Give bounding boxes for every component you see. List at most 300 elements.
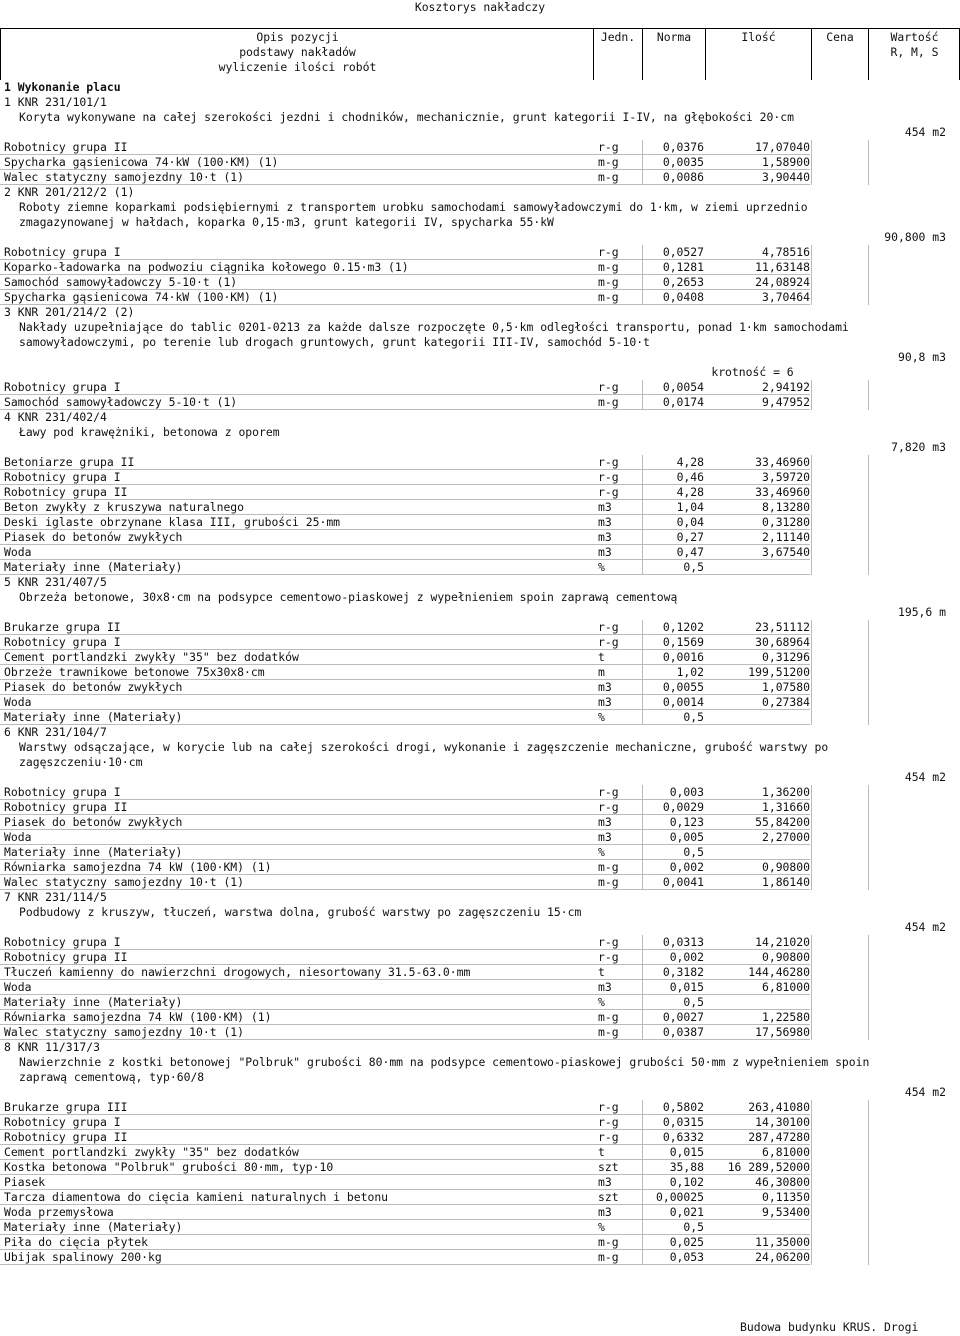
resource-unit: r-g xyxy=(598,1115,619,1129)
resource-unit: m3 xyxy=(598,530,612,544)
cell-divider xyxy=(868,710,869,725)
table-header xyxy=(0,30,960,82)
resource-row xyxy=(0,170,960,185)
resource-unit: m3 xyxy=(598,515,612,529)
cell-divider xyxy=(868,1025,869,1040)
resource-row xyxy=(0,710,960,725)
resource-name: Walec statyczny samojezdny 10·t (1) xyxy=(4,170,245,184)
resource-norm: 1,04 xyxy=(676,500,704,514)
resource-unit: m-g xyxy=(598,1025,619,1039)
resource-row xyxy=(0,695,960,710)
position-quantity-row xyxy=(0,920,960,935)
resource-name: Robotnicy grupa I xyxy=(4,380,121,394)
resource-row xyxy=(0,455,960,470)
cell-divider xyxy=(868,245,869,260)
resource-norm: 0,6332 xyxy=(662,1130,704,1144)
resource-row xyxy=(0,785,960,800)
resource-quantity: 0,27384 xyxy=(761,695,810,709)
resource-quantity: 1,22580 xyxy=(761,1010,810,1024)
resource-name: Koparko-ładowarka na podwoziu ciągnika kołowego 0.15·m3 (1) xyxy=(4,260,409,274)
resource-quantity: 3,59720 xyxy=(761,470,810,484)
position-description: Koryta wykonywane na całej szerokości jezdni i chodników, mechanicznie, grunt kategorii I-IV, na głębokości 20·cm xyxy=(19,110,794,124)
cell-divider xyxy=(811,1160,812,1175)
resource-name: Robotnicy grupa I xyxy=(4,935,121,949)
resource-unit: r-g xyxy=(598,800,619,814)
position-basis-row xyxy=(0,95,960,110)
resource-row xyxy=(0,140,960,155)
resource-name: Robotnicy grupa I xyxy=(4,1115,121,1129)
cell-divider xyxy=(868,275,869,290)
position-basis: 7 KNR 231/114/5 xyxy=(4,890,107,904)
resource-row xyxy=(0,635,960,650)
cell-divider xyxy=(868,995,869,1010)
position-basis-row xyxy=(0,305,960,320)
cell-divider xyxy=(868,290,869,305)
cell-divider xyxy=(811,785,812,800)
resource-quantity: 30,68964 xyxy=(755,635,810,649)
resource-row xyxy=(0,1130,960,1145)
resource-name: Piasek do betonów zwykłych xyxy=(4,680,183,694)
page-footer: Budowa budynku KRUS. Drogi xyxy=(740,1320,919,1334)
cell-divider xyxy=(811,1220,812,1235)
cell-divider xyxy=(811,950,812,965)
header-top-rule xyxy=(0,28,960,29)
resource-row xyxy=(0,245,960,260)
cell-divider xyxy=(811,545,812,560)
resource-norm: 0,0313 xyxy=(662,935,704,949)
resource-row xyxy=(0,380,960,395)
cell-divider xyxy=(868,1160,869,1175)
cell-divider xyxy=(811,680,812,695)
header-divider xyxy=(0,28,1,80)
resource-row xyxy=(0,260,960,275)
header-divider xyxy=(593,28,594,80)
position-quantity: 90,8 m3 xyxy=(897,350,946,364)
position-description: Ławy pod krawężniki, betonowa z oporem xyxy=(19,425,280,439)
position-description: Warstwy odsączające, w korycie lub na całej szerokości drogi, wykonanie i zagęszczenie mechaniczne, grubość warstwy po zagęszczeniu·10·cm xyxy=(19,740,829,769)
resource-unit: % xyxy=(598,845,605,859)
cell-divider xyxy=(868,1235,869,1250)
cell-divider xyxy=(811,965,812,980)
position-quantity: 454 m2 xyxy=(904,920,946,934)
resource-row xyxy=(0,935,960,950)
resource-norm: 0,2653 xyxy=(662,275,704,289)
resource-unit: % xyxy=(598,710,605,724)
resource-norm: 1,02 xyxy=(676,665,704,679)
resource-unit: m-g xyxy=(598,1250,619,1264)
resource-quantity: 0,90800 xyxy=(761,860,810,874)
resource-row xyxy=(0,800,960,815)
cell-divider xyxy=(868,1220,869,1235)
resource-quantity: 0,31296 xyxy=(761,650,810,664)
cell-divider xyxy=(868,1145,869,1160)
resource-norm: 0,1569 xyxy=(662,635,704,649)
cell-divider xyxy=(811,995,812,1010)
cell-divider xyxy=(868,635,869,650)
resource-name: Obrzeże trawnikowe betonowe 75x30x8·cm xyxy=(4,665,265,679)
position-quantity-row xyxy=(0,440,960,455)
resource-row xyxy=(0,875,960,890)
position-quantity: 90,800 m3 xyxy=(884,230,946,244)
cell-divider xyxy=(868,1115,869,1130)
resource-norm: 0,003 xyxy=(669,785,704,799)
cell-divider xyxy=(868,515,869,530)
cell-divider xyxy=(811,275,812,290)
cell-divider xyxy=(811,875,812,890)
cell-divider xyxy=(868,680,869,695)
header-jedn: Jedn. xyxy=(600,30,636,44)
resource-norm: 0,5 xyxy=(683,845,704,859)
resource-norm: 0,1281 xyxy=(662,260,704,274)
resource-norm: 0,1202 xyxy=(662,620,704,634)
resource-norm: 0,002 xyxy=(669,950,704,964)
resource-norm: 35,88 xyxy=(669,1160,704,1174)
resource-name: Kostka betonowa "Polbruk" grubości 80·mm, typ·10 xyxy=(4,1160,334,1174)
resource-norm: 0,0014 xyxy=(662,695,704,709)
cell-divider xyxy=(868,470,869,485)
resource-unit: m3 xyxy=(598,830,612,844)
cell-divider xyxy=(811,710,812,725)
cost-table-body xyxy=(0,80,960,1265)
position-basis-row xyxy=(0,1040,960,1055)
cell-divider xyxy=(811,530,812,545)
resource-name: Robotnicy grupa II xyxy=(4,950,128,964)
resource-unit: m3 xyxy=(598,545,612,559)
cell-divider xyxy=(868,485,869,500)
section-title: 1 Wykonanie placu xyxy=(4,80,121,94)
position-basis-row xyxy=(0,575,960,590)
resource-name: Materiały inne (Materiały) xyxy=(4,995,183,1009)
resource-row xyxy=(0,1160,960,1175)
cell-divider xyxy=(868,1010,869,1025)
resource-norm: 0,0315 xyxy=(662,1115,704,1129)
resource-unit: m-g xyxy=(598,155,619,169)
position-quantity-row xyxy=(0,1085,960,1100)
resource-unit: szt xyxy=(598,1160,619,1174)
resource-name: Brukarze grupa II xyxy=(4,620,121,634)
position-description-row xyxy=(0,425,960,440)
resource-norm: 0,002 xyxy=(669,860,704,874)
resource-name: Woda xyxy=(4,545,32,559)
resource-unit: r-g xyxy=(598,935,619,949)
resource-unit: r-g xyxy=(598,620,619,634)
resource-quantity: 2,11140 xyxy=(761,530,810,544)
cell-divider xyxy=(811,1250,812,1265)
resource-quantity: 2,94192 xyxy=(761,380,810,394)
cell-divider xyxy=(811,635,812,650)
resource-norm: 0,0027 xyxy=(662,1010,704,1024)
position-description-row xyxy=(0,320,960,350)
cell-divider xyxy=(868,845,869,860)
cell-divider xyxy=(811,665,812,680)
cell-divider xyxy=(811,980,812,995)
section-title-row xyxy=(0,80,960,95)
resource-quantity: 11,63148 xyxy=(755,260,810,274)
resource-unit: r-g xyxy=(598,470,619,484)
cell-divider xyxy=(868,500,869,515)
resource-unit: m-g xyxy=(598,1010,619,1024)
resource-name: Tłuczeń kamienny do nawierzchni drogowych, niesortowany 31.5-63.0·mm xyxy=(4,965,471,979)
resource-unit: t xyxy=(598,650,605,664)
resource-quantity: 24,08924 xyxy=(755,275,810,289)
position-description: Nakłady uzupełniające do tablic 0201-0213 za każde dalsze rozpoczęte 0,5·km odległości transportu, ponad 1·km samochodami samowyładowczymi, po terenie lub drogach gruntowych, grunt kategorii III-IV, samochód 5-10·t xyxy=(19,320,849,349)
resource-name: Materiały inne (Materiały) xyxy=(4,1220,183,1234)
resource-unit: m-g xyxy=(598,170,619,184)
cell-divider xyxy=(811,1205,812,1220)
resource-norm: 0,005 xyxy=(669,830,704,844)
position-quantity-row xyxy=(0,350,960,365)
resource-norm: 4,28 xyxy=(676,485,704,499)
resource-name: Woda xyxy=(4,830,32,844)
resource-row xyxy=(0,1025,960,1040)
cell-divider xyxy=(868,395,869,410)
resource-name: Piasek xyxy=(4,1175,46,1189)
resource-name: Woda przemysłowa xyxy=(4,1205,114,1219)
resource-row xyxy=(0,530,960,545)
cell-divider xyxy=(811,1025,812,1040)
resource-unit: m-g xyxy=(598,875,619,889)
resource-row xyxy=(0,1205,960,1220)
resource-row xyxy=(0,275,960,290)
header-ilosc: Ilość xyxy=(741,30,776,44)
position-description-row xyxy=(0,905,960,920)
cell-divider xyxy=(868,1250,869,1265)
cell-divider xyxy=(868,950,869,965)
resource-quantity: 6,81000 xyxy=(761,1145,810,1159)
cell-divider xyxy=(868,650,869,665)
resource-quantity: 287,47280 xyxy=(748,1130,810,1144)
resource-quantity: 3,70464 xyxy=(761,290,810,304)
resource-unit: m3 xyxy=(598,815,612,829)
resource-unit: m-g xyxy=(598,395,619,409)
resource-name: Spycharka gąsienicowa 74·kW (100·KM) (1) xyxy=(4,290,279,304)
resource-unit: t xyxy=(598,965,605,979)
cell-divider xyxy=(811,620,812,635)
resource-name: Beton zwykły z kruszywa naturalnego xyxy=(4,500,245,514)
resource-quantity: 1,31660 xyxy=(761,800,810,814)
position-basis: 6 KNR 231/104/7 xyxy=(4,725,107,739)
position-basis: 4 KNR 231/402/4 xyxy=(4,410,107,424)
resource-name: Robotnicy grupa I xyxy=(4,245,121,259)
resource-name: Równiarka samojezdna 74 kW (100·KM) (1) xyxy=(4,860,272,874)
resource-quantity: 1,86140 xyxy=(761,875,810,889)
resource-name: Materiały inne (Materiały) xyxy=(4,560,183,574)
resource-norm: 0,025 xyxy=(669,1235,704,1249)
position-quantity: 454 m2 xyxy=(904,125,946,139)
cell-divider xyxy=(811,860,812,875)
resource-norm: 0,5802 xyxy=(662,1100,704,1114)
resource-name: Robotnicy grupa I xyxy=(4,785,121,799)
position-quantity-row xyxy=(0,770,960,785)
cell-divider xyxy=(868,965,869,980)
position-quantity: 454 m2 xyxy=(904,770,946,784)
header-cena: Cena xyxy=(826,30,854,44)
resource-quantity: 33,46960 xyxy=(755,485,810,499)
resource-name: Materiały inne (Materiały) xyxy=(4,710,183,724)
resource-row xyxy=(0,485,960,500)
resource-name: Walec statyczny samojezdny 10·t (1) xyxy=(4,1025,245,1039)
header-opis-line: wyliczenie ilości robót xyxy=(218,60,377,74)
resource-quantity: 3,90440 xyxy=(761,170,810,184)
resource-norm: 0,015 xyxy=(669,1145,704,1159)
resource-norm: 0,0086 xyxy=(662,170,704,184)
resource-quantity: 11,35000 xyxy=(755,1235,810,1249)
cell-divider xyxy=(811,140,812,155)
resource-unit: t xyxy=(598,1145,605,1159)
resource-quantity: 17,07040 xyxy=(755,140,810,154)
resource-norm: 0,5 xyxy=(683,1220,704,1234)
cell-divider xyxy=(811,485,812,500)
resource-row xyxy=(0,560,960,575)
resource-quantity: 17,56980 xyxy=(755,1025,810,1039)
position-quantity-row xyxy=(0,605,960,620)
cell-divider xyxy=(868,815,869,830)
cell-divider xyxy=(868,155,869,170)
cell-divider xyxy=(868,860,869,875)
resource-unit: r-g xyxy=(598,140,619,154)
cell-divider xyxy=(868,1175,869,1190)
resource-norm: 0,46 xyxy=(676,470,704,484)
cell-divider xyxy=(868,1100,869,1115)
cell-divider xyxy=(811,455,812,470)
resource-norm: 0,053 xyxy=(669,1250,704,1264)
resource-name: Woda xyxy=(4,980,32,994)
position-quantity: 195,6 m xyxy=(897,605,946,619)
resource-quantity: 8,13280 xyxy=(761,500,810,514)
resource-unit: % xyxy=(598,995,605,1009)
resource-norm: 0,0041 xyxy=(662,875,704,889)
header-divider xyxy=(705,28,706,80)
position-description-row xyxy=(0,200,960,230)
resource-norm: 0,123 xyxy=(669,815,704,829)
cell-divider xyxy=(868,935,869,950)
resource-row xyxy=(0,1115,960,1130)
resource-norm: 0,00025 xyxy=(655,1190,704,1204)
resource-name: Piła do cięcia płytek xyxy=(4,1235,149,1249)
resource-norm: 0,47 xyxy=(676,545,704,559)
cell-divider xyxy=(811,830,812,845)
resource-row xyxy=(0,1190,960,1205)
resource-name: Robotnicy grupa II xyxy=(4,1130,128,1144)
header-opis-line: podstawy nakładów xyxy=(239,45,356,59)
position-description-row xyxy=(0,110,960,125)
position-description: Roboty ziemne koparkami podsiębiernymi z transportem urobku samochodami samowyładowczymi do 1·km, w ziemi uprzednio zmagazynowanej w hałdach, koparka 0,15·m3, grunt kategorii IV, spycharka 55·kW xyxy=(19,200,808,229)
position-basis: 1 KNR 231/101/1 xyxy=(4,95,107,109)
cell-divider xyxy=(868,380,869,395)
resource-name: Piasek do betonów zwykłych xyxy=(4,815,183,829)
cell-divider xyxy=(868,1205,869,1220)
resource-norm: 0,0408 xyxy=(662,290,704,304)
resource-quantity: 9,53400 xyxy=(761,1205,810,1219)
cell-divider xyxy=(868,695,869,710)
resource-norm: 0,102 xyxy=(669,1175,704,1189)
header-divider xyxy=(868,28,869,80)
resource-quantity: 24,06200 xyxy=(755,1250,810,1264)
resource-norm: 0,3182 xyxy=(662,965,704,979)
resource-quantity: 0,31280 xyxy=(761,515,810,529)
cell-divider xyxy=(868,545,869,560)
resource-unit: m-g xyxy=(598,860,619,874)
cell-divider xyxy=(811,1175,812,1190)
resource-quantity: 3,67540 xyxy=(761,545,810,559)
resource-row xyxy=(0,680,960,695)
resource-unit: % xyxy=(598,1220,605,1234)
cell-divider xyxy=(811,650,812,665)
cell-divider xyxy=(811,470,812,485)
cell-divider xyxy=(811,170,812,185)
resource-name: Samochód samowyładowczy 5-10·t (1) xyxy=(4,395,238,409)
resource-unit: r-g xyxy=(598,1100,619,1114)
resource-quantity: 2,27000 xyxy=(761,830,810,844)
cell-divider xyxy=(868,830,869,845)
resource-quantity: 9,47952 xyxy=(761,395,810,409)
resource-row xyxy=(0,860,960,875)
resource-row xyxy=(0,290,960,305)
resource-row xyxy=(0,950,960,965)
resource-unit: r-g xyxy=(598,950,619,964)
resource-unit: r-g xyxy=(598,785,619,799)
resource-name: Spycharka gąsienicowa 74·kW (100·KM) (1) xyxy=(4,155,279,169)
resource-quantity: 4,78516 xyxy=(761,245,810,259)
header-norma: Norma xyxy=(656,30,692,44)
cell-divider xyxy=(811,560,812,575)
resource-norm: 0,0387 xyxy=(662,1025,704,1039)
resource-unit: m3 xyxy=(598,680,612,694)
header-wartosc-line: Wartość xyxy=(890,30,939,44)
position-basis: 3 KNR 201/214/2 (2) xyxy=(4,305,135,319)
cell-divider xyxy=(811,815,812,830)
resource-norm: 0,021 xyxy=(669,1205,704,1219)
resource-quantity: 16 289,52000 xyxy=(727,1160,810,1174)
cell-divider xyxy=(811,290,812,305)
position-basis-row xyxy=(0,890,960,905)
resource-norm: 0,0054 xyxy=(662,380,704,394)
resource-quantity: 1,36200 xyxy=(761,785,810,799)
resource-name: Samochód samowyładowczy 5-10·t (1) xyxy=(4,275,238,289)
position-quantity-row xyxy=(0,125,960,140)
resource-name: Deski iglaste obrzynane klasa III, grubości 25·mm xyxy=(4,515,341,529)
resource-quantity: 263,41080 xyxy=(748,1100,810,1114)
header-opis xyxy=(190,30,405,75)
resource-name: Cement portlandzki zwykły "35" bez dodatków xyxy=(4,1145,299,1159)
resource-row xyxy=(0,1250,960,1265)
resource-quantity: 55,84200 xyxy=(755,815,810,829)
resource-quantity: 1,07580 xyxy=(761,680,810,694)
resource-name: Piasek do betonów zwykłych xyxy=(4,530,183,544)
cell-divider xyxy=(868,530,869,545)
resource-unit: r-g xyxy=(598,485,619,499)
resource-row xyxy=(0,155,960,170)
cell-divider xyxy=(811,1100,812,1115)
resource-norm: 0,0016 xyxy=(662,650,704,664)
cell-divider xyxy=(811,695,812,710)
cell-divider xyxy=(811,500,812,515)
resource-unit: % xyxy=(598,560,605,574)
resource-unit: r-g xyxy=(598,380,619,394)
position-quantity: 7,820 m3 xyxy=(891,440,946,454)
resource-row xyxy=(0,995,960,1010)
cell-divider xyxy=(868,260,869,275)
cell-divider xyxy=(811,515,812,530)
resource-norm: 0,015 xyxy=(669,980,704,994)
resource-name: Ubijak spalinowy 200·kg xyxy=(4,1250,162,1264)
resource-unit: m-g xyxy=(598,260,619,274)
cell-divider xyxy=(811,1010,812,1025)
cell-divider xyxy=(868,140,869,155)
resource-name: Materiały inne (Materiały) xyxy=(4,845,183,859)
cell-divider xyxy=(868,170,869,185)
resource-name: Robotnicy grupa I xyxy=(4,635,121,649)
